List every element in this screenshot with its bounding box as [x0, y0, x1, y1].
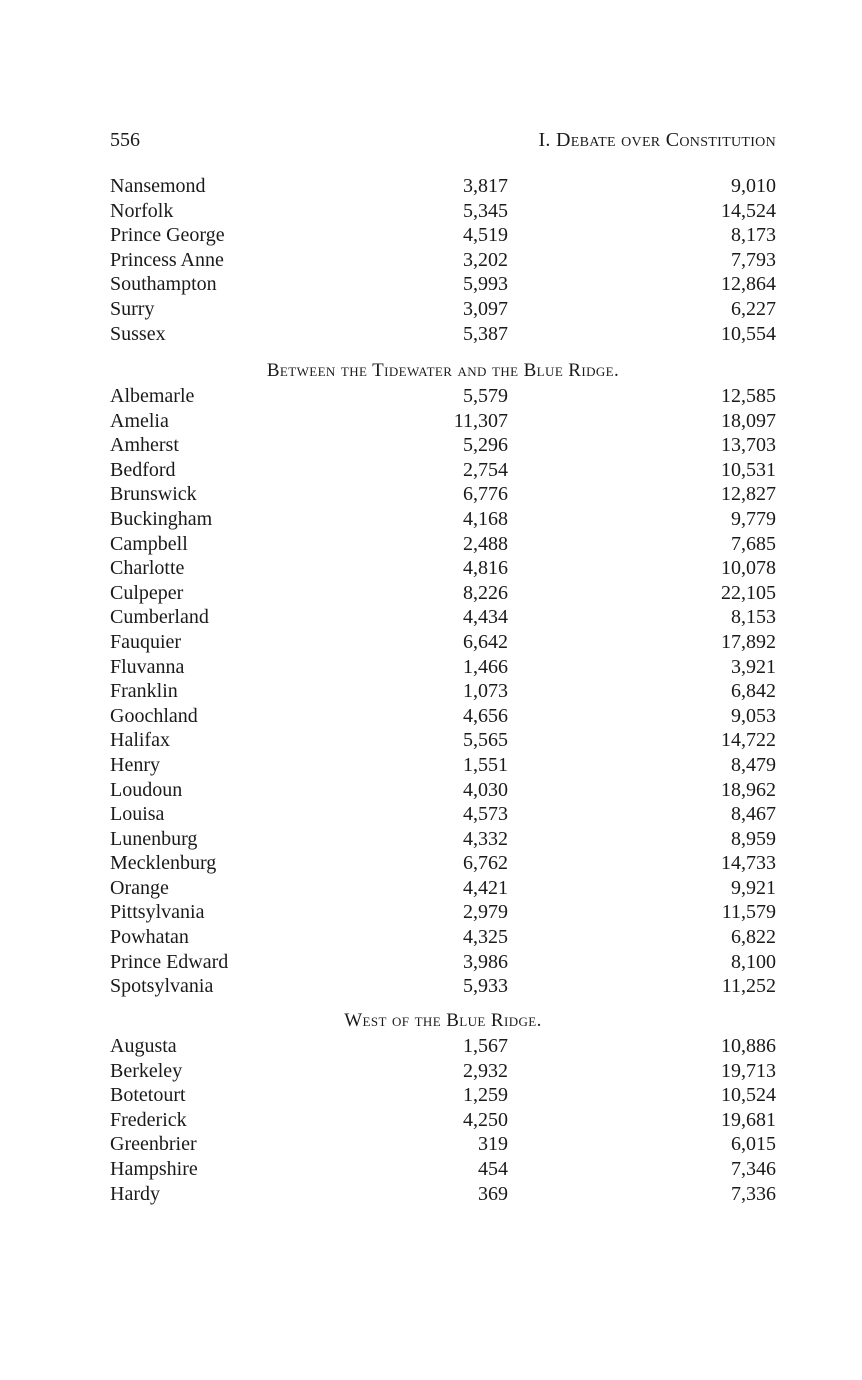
value-col-1: 4,030 [463, 778, 508, 801]
table-row [110, 900, 776, 925]
value-col-2: 10,886 [721, 1035, 776, 1057]
county-name: Powhatan [110, 926, 189, 949]
table-row [110, 556, 776, 581]
county-name: Prince Edward [110, 950, 229, 973]
value-col-1: 369 [478, 1182, 508, 1205]
county-name: Spotsylvania [110, 975, 214, 998]
value-col-2: 8,153 [731, 606, 776, 629]
value-col-1: 1,259 [463, 1084, 508, 1107]
county-name: Frederick [110, 1108, 187, 1131]
value-col-2: 12,827 [721, 483, 776, 506]
value-col-2: 9,010 [731, 175, 776, 197]
value-col-1: 6,762 [463, 852, 508, 875]
county-name: Culpeper [110, 581, 184, 604]
county-name: Amelia [110, 409, 169, 432]
table-row [110, 199, 776, 224]
running-head [110, 127, 776, 153]
table-row [110, 1132, 776, 1157]
county-name: Albemarle [110, 385, 195, 407]
value-col-2: 6,842 [731, 680, 776, 703]
value-col-2: 7,793 [731, 248, 776, 271]
table-row [110, 1157, 776, 1182]
value-col-2: 10,524 [721, 1084, 776, 1107]
value-col-2: 11,579 [721, 901, 776, 924]
table-row [110, 704, 776, 729]
table-row [110, 1083, 776, 1108]
table-row [110, 802, 776, 827]
value-col-1: 5,933 [463, 975, 508, 998]
value-col-1: 4,573 [463, 803, 508, 826]
county-name: Hardy [110, 1182, 160, 1205]
value-col-2: 9,053 [731, 704, 776, 727]
table-row [110, 1182, 776, 1207]
table-row [110, 679, 776, 704]
county-name: Louisa [110, 803, 165, 826]
value-col-2: 6,227 [731, 297, 776, 320]
table-row [110, 433, 776, 458]
value-col-1: 3,097 [463, 297, 508, 320]
value-col-1: 2,932 [463, 1059, 508, 1082]
county-name: Princess Anne [110, 248, 224, 271]
county-name: Franklin [110, 680, 178, 703]
table-row [110, 174, 776, 199]
county-name: Sussex [110, 322, 166, 345]
value-col-1: 4,656 [463, 704, 508, 727]
value-col-2: 10,078 [721, 557, 776, 580]
value-col-2: 6,015 [731, 1133, 776, 1156]
county-name: Campbell [110, 532, 188, 555]
table-row [110, 248, 776, 273]
table-row [110, 925, 776, 950]
value-col-1: 2,979 [463, 901, 508, 924]
value-col-1: 1,466 [463, 655, 508, 678]
county-name: Hampshire [110, 1157, 198, 1180]
value-col-2: 14,524 [721, 199, 776, 222]
table-row [110, 605, 776, 630]
value-col-2: 9,921 [731, 876, 776, 899]
value-col-1: 5,345 [463, 199, 508, 222]
value-col-2: 7,336 [731, 1182, 776, 1205]
value-col-2: 7,346 [731, 1157, 776, 1180]
county-name: Henry [110, 753, 160, 776]
section-heading-between: Between the Tidewater and the Blue Ridge. [266, 360, 620, 381]
county-name: Augusta [110, 1035, 177, 1057]
value-col-1: 4,250 [463, 1108, 508, 1131]
table-row [110, 581, 776, 606]
table-row [110, 384, 776, 409]
table-row [110, 409, 776, 434]
table-row [110, 482, 776, 507]
value-col-2: 10,554 [721, 322, 776, 345]
value-col-1: 2,488 [463, 532, 508, 555]
value-col-2: 12,864 [721, 273, 776, 296]
table-row [110, 655, 776, 680]
value-col-1: 6,776 [463, 483, 508, 506]
county-name: Berkeley [110, 1059, 183, 1082]
table-row [110, 297, 776, 322]
table-row [110, 223, 776, 248]
county-name: Halifax [110, 729, 170, 752]
value-col-2: 13,703 [721, 434, 776, 457]
value-col-1: 454 [478, 1157, 508, 1180]
value-col-2: 6,822 [731, 926, 776, 949]
table-row [110, 1059, 776, 1084]
value-col-2: 3,921 [731, 655, 776, 678]
table-row [110, 851, 776, 876]
county-name: Nansemond [110, 175, 206, 197]
value-col-2: 7,685 [731, 532, 776, 555]
county-name: Amherst [110, 434, 179, 457]
county-name: Greenbrier [110, 1133, 197, 1156]
value-col-2: 22,105 [721, 581, 776, 604]
value-col-1: 11,307 [453, 409, 508, 432]
value-col-1: 1,567 [463, 1035, 508, 1057]
value-col-2: 17,892 [721, 630, 776, 653]
value-col-1: 4,325 [463, 926, 508, 949]
table-row [110, 778, 776, 803]
county-name: Southampton [110, 273, 217, 296]
value-col-1: 319 [478, 1133, 508, 1156]
county-name: Surry [110, 297, 155, 320]
value-col-1: 4,519 [463, 224, 508, 247]
table-row [110, 272, 776, 297]
county-name: Fluvanna [110, 655, 185, 678]
value-col-1: 5,565 [463, 729, 508, 752]
between-tidewater-blue-ridge-table [110, 384, 776, 999]
value-col-1: 5,579 [463, 385, 508, 407]
value-col-2: 19,713 [721, 1059, 776, 1082]
table-row [110, 753, 776, 778]
table-row [110, 322, 776, 347]
value-col-2: 9,779 [731, 507, 776, 530]
value-col-2: 8,100 [731, 950, 776, 973]
value-col-1: 3,986 [463, 950, 508, 973]
value-col-1: 4,434 [463, 606, 508, 629]
table-row [110, 1034, 776, 1059]
value-col-1: 1,551 [463, 753, 508, 776]
running-title: I. Debate over Constitution [538, 129, 776, 151]
value-col-1: 3,202 [463, 248, 508, 271]
table-row [110, 458, 776, 483]
value-col-2: 10,531 [721, 458, 776, 481]
county-name: Charlotte [110, 557, 185, 580]
county-name: Loudoun [110, 778, 183, 801]
county-name: Goochland [110, 704, 198, 727]
county-name: Orange [110, 876, 169, 899]
table-row [110, 1108, 776, 1133]
table-row [110, 532, 776, 557]
section-heading-west: West of the Blue Ridge. [344, 1010, 542, 1031]
county-name: Prince George [110, 224, 225, 247]
table-row [110, 507, 776, 532]
county-name: Fauquier [110, 630, 182, 653]
tidewater-continued-table [110, 174, 776, 346]
value-col-1: 8,226 [463, 581, 508, 604]
county-name: Buckingham [110, 507, 213, 530]
value-col-1: 5,993 [463, 273, 508, 296]
county-name: Lunenburg [110, 827, 198, 850]
value-col-1: 5,296 [463, 434, 508, 457]
table-row [110, 974, 776, 999]
county-name: Mecklenburg [110, 852, 217, 875]
value-col-2: 8,467 [731, 803, 776, 826]
value-col-2: 18,962 [721, 778, 776, 801]
value-col-2: 19,681 [721, 1108, 776, 1131]
page-number: 556 [110, 129, 140, 151]
table-row [110, 728, 776, 753]
value-col-2: 14,722 [721, 729, 776, 752]
value-col-1: 4,168 [463, 507, 508, 530]
value-col-1: 5,387 [463, 322, 508, 345]
table-row [110, 876, 776, 901]
county-name: Bedford [110, 458, 176, 481]
value-col-2: 8,173 [731, 224, 776, 247]
west-of-blue-ridge-table [110, 1034, 776, 1206]
value-col-2: 11,252 [721, 975, 776, 998]
value-col-2: 12,585 [721, 385, 776, 407]
value-col-1: 4,816 [463, 557, 508, 580]
county-name: Pittsylvania [110, 901, 205, 924]
table-row [110, 950, 776, 975]
value-col-1: 3,817 [463, 175, 508, 197]
value-col-1: 4,332 [463, 827, 508, 850]
value-col-1: 4,421 [463, 876, 508, 899]
table-row [110, 630, 776, 655]
table-row [110, 827, 776, 852]
county-name: Botetourt [110, 1084, 186, 1107]
county-name: Norfolk [110, 199, 174, 222]
value-col-2: 18,097 [721, 409, 776, 432]
value-col-1: 2,754 [463, 458, 508, 481]
county-name: Brunswick [110, 483, 197, 506]
value-col-1: 6,642 [463, 630, 508, 653]
value-col-2: 14,733 [721, 852, 776, 875]
county-name: Cumberland [110, 606, 209, 629]
value-col-2: 8,959 [731, 827, 776, 850]
value-col-1: 1,073 [463, 680, 508, 703]
value-col-2: 8,479 [731, 753, 776, 776]
